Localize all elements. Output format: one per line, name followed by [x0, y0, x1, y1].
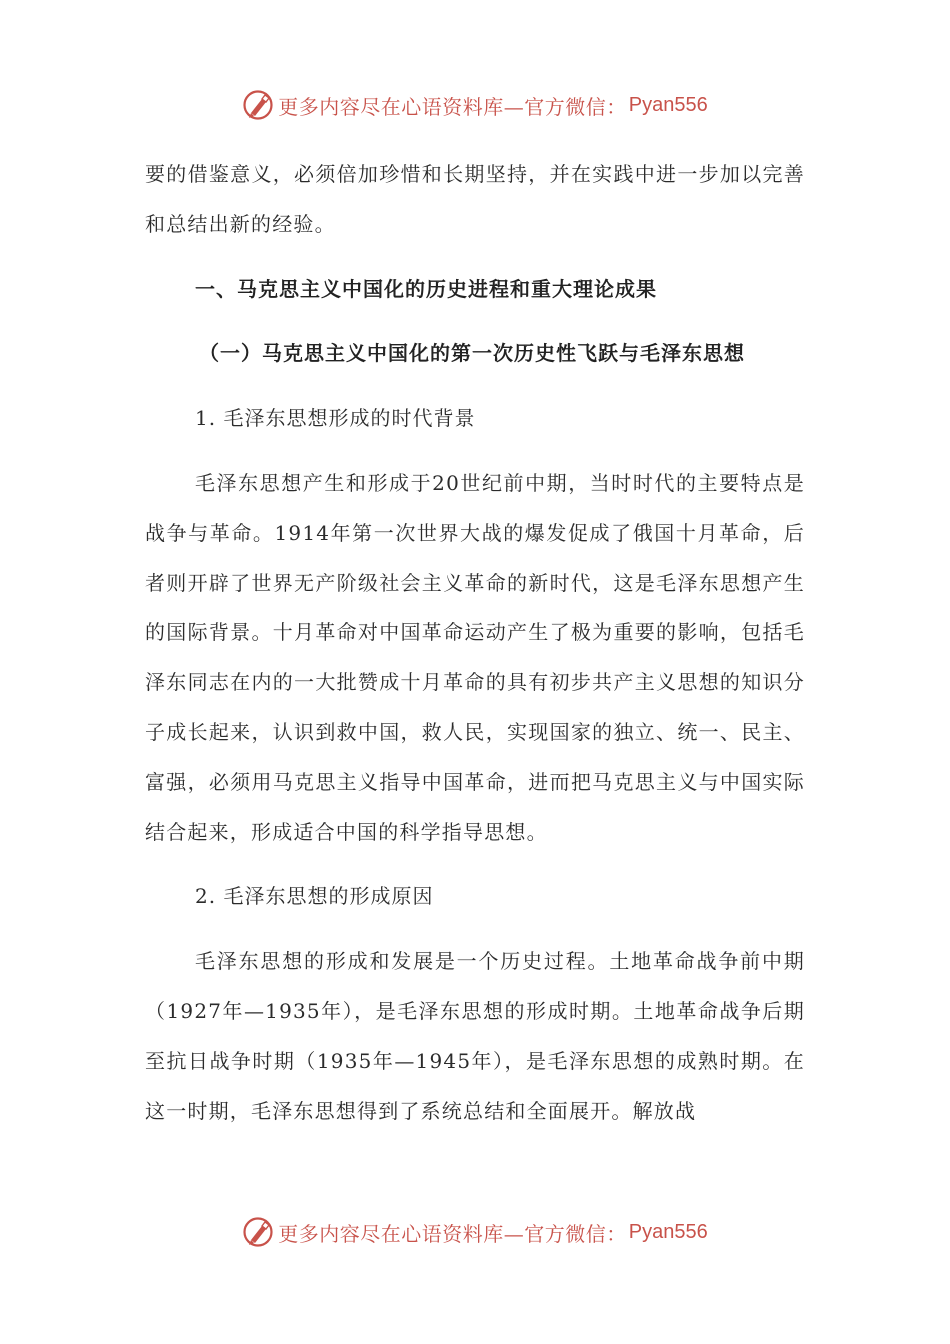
pen-logo-icon [242, 1216, 274, 1248]
section-2-title: 2. 毛泽东思想的形成原因 [195, 884, 434, 909]
section-2-paragraph: 毛泽东思想的形成和发展是一个历史过程。土地革命战争前中期（1927年—1935年），是毛泽东思想的形成时期。土地革命战争后期至抗日战争时期（1935年—1945年），是毛泽东思想的成熟时期。在这一时期，毛泽东思想得到了系统总结和全面展开。解放战 [145, 949, 805, 1123]
footer-watermark-banner [0, 1212, 950, 1252]
section-1-title: 1. 毛泽东思想形成的时代背景 [195, 406, 476, 431]
header-watermark-banner [0, 85, 950, 125]
section-1-paragraph: 毛泽东思想产生和形成于20世纪前中期，当时时代的主要特点是战争与革命。1914年第一次世界大战的爆发促成了俄国十月革命，后者则开辟了世界无产阶级社会主义革命的新时代，这是毛泽东思想产生的国际背景。十月革命对中国革命运动产生了极为重要的影响，包括毛泽东同志在内的一大批赞成十月革命的具有初步共产主义思想的知识分子成长起来，认识到救中国，救人民，实现国家的独立、统一、民主、富强，必须用马克思主义指导中国革命，进而把马克思主义与中国实际结合起来，形成适合中国的科学指导思想。 [145, 470, 805, 844]
watermark-text: 更多内容尽在心语资料库—官方微信： [278, 1221, 627, 1246]
document-body [145, 150, 805, 1136]
watermark-wechat-id: Pyan556 [628, 1220, 708, 1243]
pen-logo-icon [242, 89, 274, 121]
section-heading: 一、马克思主义中国化的历史进程和重大理论成果 [195, 276, 657, 301]
watermark-wechat-id: Pyan556 [628, 93, 708, 116]
subsection-heading: （一）马克思主义中国化的第一次历史性飞跃与毛泽东思想 [199, 341, 745, 366]
watermark-text: 更多内容尽在心语资料库—官方微信： [278, 94, 627, 119]
intro-paragraph: 要的借鉴意义，必须倍加珍惜和长期坚持，并在实践中进一步加以完善和总结出新的经验。 [145, 162, 805, 236]
